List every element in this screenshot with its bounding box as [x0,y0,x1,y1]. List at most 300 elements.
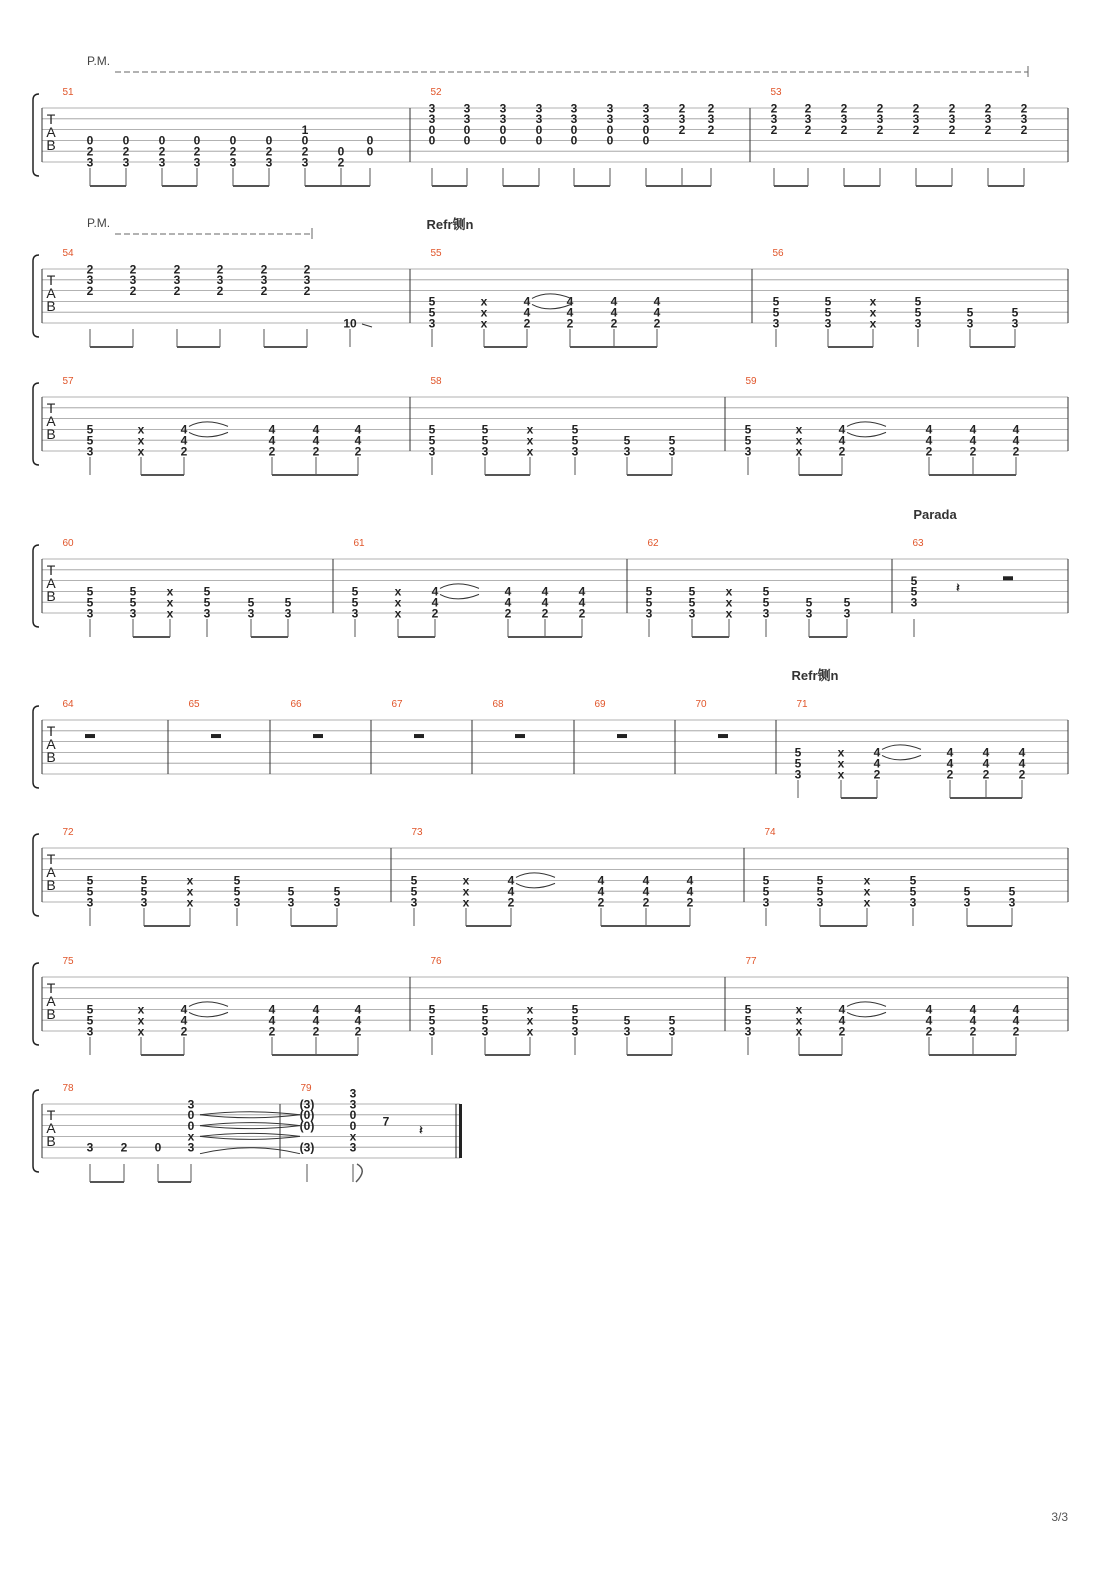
fret-number: x [837,745,845,760]
fret-number: 2 [173,262,181,277]
eighth-rest: 7 [382,1114,390,1129]
fret-number: x [394,595,402,610]
fret-number: x [166,584,174,599]
tab-clef-letter: A [46,285,56,301]
fret-number: 5 [571,422,579,437]
fret-number: x [863,873,871,888]
fret-number: 2 [678,101,686,116]
measure [594,699,627,738]
beat-chord [745,1003,752,1039]
fret-number: 3 [642,101,650,116]
fret-number: 5 [233,873,241,888]
fret-number: 5 [623,433,631,448]
fret-number: 5 [86,873,94,888]
section-label: Refr铡n [426,217,474,232]
measure [62,538,291,637]
fret-number: 3 [481,1024,489,1039]
beat-chord [579,585,586,621]
fret-number: 2 [216,262,224,277]
measure [188,699,221,738]
fret-number: 5 [86,1002,94,1017]
fret-number: 3 [535,101,543,116]
fret-number: x [462,895,470,910]
fret-number: 3 [410,895,418,910]
measure-number: 79 [300,1083,312,1094]
beat-chord [87,134,94,170]
measure [411,827,694,926]
fret-number: 3 [843,606,851,621]
fret-number: 5 [824,305,832,320]
beat-chord [910,874,917,910]
measure [429,87,715,186]
measure-number: 59 [745,376,757,387]
fret-number: 5 [688,595,696,610]
fret-number: 4 [838,433,846,448]
fret-number: 2 [912,122,920,137]
fret-number: (0) [299,1108,315,1123]
measure-number: 71 [796,699,808,710]
fret-number: 4 [982,756,990,771]
tab-clef-letter: A [46,864,56,880]
tab-clef-letter: A [46,736,56,752]
fret-number: 2 [707,122,715,137]
tab-clef-letter: T [46,723,56,739]
fret-number: x [137,1013,145,1028]
beat-chord [500,101,507,147]
fret-number: 3 [571,1024,579,1039]
beat-chord [643,101,650,147]
fret-number: 4 [969,1013,977,1028]
beat-chord [508,874,515,910]
fret-number: x [795,1002,803,1017]
fret-number: x [526,444,534,459]
fret-number: 4 [268,1002,276,1017]
measure [62,376,361,475]
fret-number: 2 [946,767,954,782]
fret-number: 2 [948,101,956,116]
measure-number: 57 [62,376,74,387]
fret-number: 3 [623,444,631,459]
fret-number: 2 [969,1024,977,1039]
fret-number: 4 [523,294,531,309]
fret-number: 5 [645,595,653,610]
beat-chord [230,134,237,170]
fret-number: 5 [772,305,780,320]
fret-number: 2 [158,144,166,159]
fret-number: 2 [260,262,268,277]
beat-chord [367,134,374,159]
fret-number: 5 [772,294,780,309]
tie-arc [882,745,921,750]
tie-arc [847,1002,886,1007]
fret-number: 2 [984,122,992,137]
fret-number: 2 [1018,767,1026,782]
tie-arc [532,294,571,299]
fret-number: 0 [428,122,436,137]
fret-number: 2 [129,262,137,277]
fret-number: 2 [1012,1024,1020,1039]
beat-chord [204,585,211,621]
beat-chord [304,262,311,298]
tab-clef-letter: B [46,749,56,765]
fret-number: 4 [504,595,512,610]
fret-number: 5 [86,433,94,448]
beat-chord [915,295,922,331]
fret-number: 5 [428,1013,436,1028]
fret-number: 4 [180,1013,188,1028]
beat-chord [796,1003,803,1039]
measure [352,538,586,637]
tab-system [33,827,1068,926]
fret-number: 5 [481,1013,489,1028]
fret-number: 3 [349,1097,357,1112]
fret-number: 5 [428,422,436,437]
fret-number: 2 [686,895,694,910]
beat-chord [870,295,877,331]
beat-chord [624,434,631,459]
tab-clef-letter: T [46,272,56,288]
fret-number: x [869,294,877,309]
whole-rest [617,734,627,738]
beat-chord [285,596,292,621]
fret-number: 3 [260,273,268,288]
measure [62,827,340,926]
fret-number: 2 [541,606,549,621]
beat-chord [708,101,715,137]
beat-chord [970,423,977,459]
fret-number: 4 [566,305,574,320]
measure-number: 65 [188,699,200,710]
measure-number: 54 [62,248,74,259]
tie-arc [200,1148,300,1154]
fret-number: 0 [301,133,309,148]
tie-arc [440,594,479,599]
fret-number: 4 [312,1013,320,1028]
fret-number: 2 [337,155,345,170]
whole-rest [414,734,424,738]
fret-number: 3 [122,155,130,170]
fret-number: 4 [1012,433,1020,448]
fret-number: 0 [187,1108,195,1123]
fret-number: 2 [86,262,94,277]
fret-number: 2 [566,316,574,331]
measure [290,699,323,738]
beat-chord [350,1087,357,1155]
fret-number: 2 [180,444,188,459]
measure [62,699,95,738]
fret-number: 3 [571,444,579,459]
tie-arc [516,883,555,888]
measure [695,699,728,738]
fret-number: 2 [312,444,320,459]
fret-number: 2 [260,283,268,298]
beat-chord [817,874,824,910]
fret-number: 3 [963,895,971,910]
beat-chord [669,434,676,459]
fret-number: 2 [838,444,846,459]
fret-number: 2 [86,283,94,298]
beat-chord [524,295,531,331]
beat-chord [796,423,803,459]
fret-number: 5 [351,584,359,599]
fret-number: 2 [180,1024,188,1039]
fret-number: 2 [507,895,515,910]
fret-number: 0 [535,122,543,137]
tab-clef-letter: B [46,426,56,442]
fret-number: 3 [187,1140,195,1155]
beat-chord [527,423,534,459]
system-bracket [33,1090,39,1172]
fret-number: 5 [762,584,770,599]
beat-chord [269,1003,276,1039]
fret-number: 3 [499,112,507,127]
fret-number: (3) [299,1140,315,1155]
fret-number: 5 [914,305,922,320]
measure-number: 62 [647,538,659,549]
beat-chord [181,1003,188,1039]
fret-number: 4 [969,422,977,437]
beat-chord [839,423,846,459]
fret-number: 4 [925,422,933,437]
fret-number: 5 [428,433,436,448]
measure-number: 73 [411,827,423,838]
beat-chord [874,746,881,782]
fret-number: 4 [925,1013,933,1028]
fret-number: 5 [910,584,918,599]
fret-number: 3 [909,895,917,910]
measure-number: 70 [695,699,707,710]
measure [745,956,1020,1055]
fret-number: 5 [805,595,813,610]
fret-number: 5 [129,584,137,599]
fret-number: 5 [966,305,974,320]
fret-number: 3 [1008,895,1016,910]
fret-number: x [795,1013,803,1028]
fret-number: x [795,444,803,459]
fret-number: 2 [129,283,137,298]
fret-number: 4 [946,745,954,760]
fret-number: 5 [86,584,94,599]
beat-chord [266,134,273,170]
fret-number: 2 [912,101,920,116]
fret-number: 5 [571,1002,579,1017]
fret-number: 2 [173,283,181,298]
fret-number: 2 [707,101,715,116]
fret-number: 3 [463,101,471,116]
beat-chord [234,874,241,910]
measure [429,248,661,347]
beat-chord [687,874,694,910]
fret-number: 3 [229,155,237,170]
fret-number: 0 [570,133,578,148]
fret-number: 5 [86,1013,94,1028]
fret-number: 3 [428,316,436,331]
fret-number: 4 [838,1013,846,1028]
fret-number: 5 [86,422,94,437]
fret-number: 4 [1012,422,1020,437]
measure [62,1083,194,1182]
fret-number: 2 [1020,122,1028,137]
fret-number: x [166,606,174,621]
tie-arc [516,873,555,878]
beat-chord [985,101,992,137]
fret-number: 5 [351,595,359,610]
fret-number: 0 [570,122,578,137]
fret-number: 3 [158,155,166,170]
fret-number: 2 [303,283,311,298]
tab-clef-letter: T [46,400,56,416]
beat-chord [726,585,733,621]
measure [492,699,525,738]
fret-number: 4 [541,584,549,599]
fret-number: 4 [268,422,276,437]
beat-chord [87,874,94,910]
measure [745,376,1020,475]
beat-chord [302,123,309,169]
fret-number: 5 [963,884,971,899]
fret-number: 0 [187,1118,195,1133]
beat-chord [607,101,614,147]
fret-number: 4 [982,745,990,760]
fret-number: 2 [578,606,586,621]
tab-clef-letter: T [46,851,56,867]
beat-chord [1019,746,1026,782]
fret-number: 4 [180,422,188,437]
fret-number: x [795,422,803,437]
beat-chord [261,262,268,298]
fret-number: 2 [925,1024,933,1039]
fret-number: 4 [1012,1013,1020,1028]
fret-number: 4 [1018,745,1026,760]
fret-number: 4 [312,1002,320,1017]
tab-clef-letter: A [46,575,56,591]
final-barline-thick [459,1104,462,1158]
fret-number: 5 [1011,305,1019,320]
fret-number: x [526,1013,534,1028]
fret-number: 3 [570,101,578,116]
fret-number: 4 [873,756,881,771]
beat-chord [181,423,188,459]
fret-number: 0 [606,122,614,137]
tie-arc [189,1002,228,1007]
beat-chord [771,101,778,137]
beat-chord [300,1097,315,1154]
fret-number: 2 [770,122,778,137]
fret-number: 3 [744,444,752,459]
fret-number: 4 [268,433,276,448]
beat-chord [911,574,918,610]
beat-chord [536,101,543,147]
fret-number: 4 [610,294,618,309]
beat-chord [269,423,276,459]
fret-number: 2 [984,101,992,116]
beat-chord [187,874,194,910]
fret-number: x [187,1129,195,1144]
fret-number: 2 [523,316,531,331]
half-rest [1003,576,1013,580]
beat-chord [155,1141,162,1155]
beat-chord [188,1097,195,1154]
beat-chord [1013,423,1020,459]
beat-chord [611,295,618,331]
fret-number: 3 [606,101,614,116]
fret-number: 5 [481,433,489,448]
fret-number: 2 [301,144,309,159]
fret-number: 3 [265,155,273,170]
system-bracket [33,255,39,337]
fret-number: 5 [668,1013,676,1028]
tab-clef-letter: T [46,1107,56,1123]
fret-number: 5 [668,433,676,448]
beat-chord [355,1003,362,1039]
beat-chord [138,423,145,459]
fret-number: 2 [876,101,884,116]
beat-chord [864,874,871,910]
beat-chord [167,585,174,621]
fret-number: 5 [247,595,255,610]
fret-number: 4 [925,1002,933,1017]
fret-number: 5 [762,595,770,610]
beat-chord [1012,306,1019,331]
fret-number: 3 [570,112,578,127]
fret-number: 2 [597,895,605,910]
beat-chord [87,1003,94,1039]
fret-number: 0 [86,133,94,148]
measure [62,956,361,1055]
measure [62,87,373,186]
tab-clef-letter: B [46,877,56,893]
whole-rest [515,734,525,738]
fret-number: 5 [481,1002,489,1017]
beat-chord [839,1003,846,1039]
tie-arc [200,1115,300,1118]
fret-number: 0 [193,133,201,148]
system-bracket [33,545,39,627]
fret-number: 2 [982,767,990,782]
beat-chord [913,101,920,137]
fret-number: 4 [541,595,549,610]
beat-chord [432,585,439,621]
whole-rest [313,734,323,738]
fret-number: 3 [910,595,918,610]
fret-number: x [462,884,470,899]
fret-number: 4 [507,873,515,888]
fret-number: 2 [1020,101,1028,116]
beat-chord [572,1003,579,1039]
fret-number: x [480,305,488,320]
measure [770,87,1027,186]
fret-number: 3 [772,316,780,331]
beat-chord [542,585,549,621]
beat-chord [343,316,357,330]
fret-number: 4 [312,422,320,437]
tab-clef-letter: T [46,562,56,578]
beat-chord [395,585,402,621]
tie-arc [882,755,921,760]
fret-number: 3 [668,444,676,459]
measure-number: 60 [62,538,74,549]
fret-number: 4 [969,1002,977,1017]
fret-number: 2 [642,895,650,910]
fret-number: 3 [770,112,778,127]
beat-chord [877,101,884,137]
beat-chord [825,295,832,331]
fret-number: 2 [838,1024,846,1039]
measure-number: 63 [912,538,924,549]
beat-chord [429,423,436,459]
fret-number: 4 [653,305,661,320]
beat-chord [313,1003,320,1039]
